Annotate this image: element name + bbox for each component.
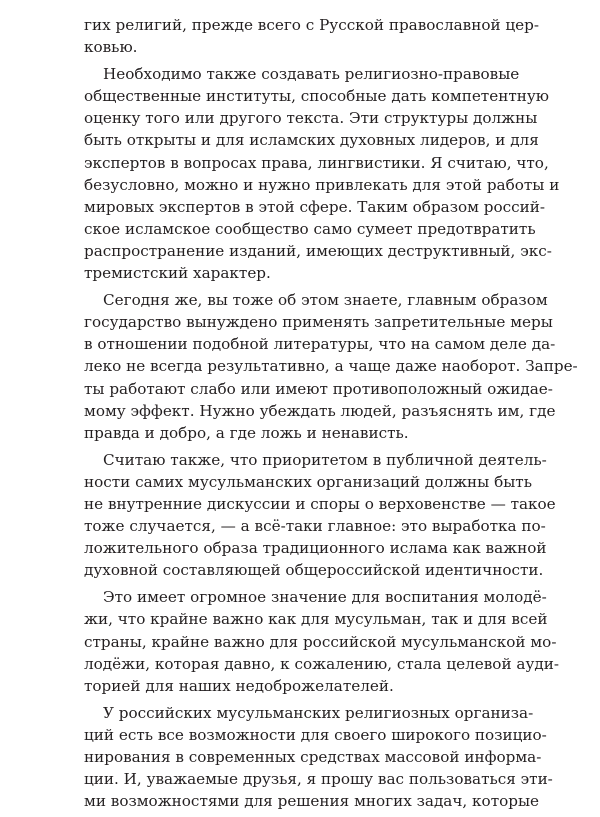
text-line: ции. И, уважаемые друзья, я прошу вас пользоваться эти- bbox=[84, 770, 553, 789]
text-line: Сегодня же, вы тоже об этом знаете, главным образом bbox=[103, 291, 548, 310]
text-line: жи, что крайне важно как для мусульман, так и для всей bbox=[84, 610, 548, 629]
text-line: Это имеет огромное значение для воспитания молодё- bbox=[103, 588, 547, 607]
text-line: страны, крайне важно для российской мусульманской мо- bbox=[84, 632, 557, 651]
text-line: ложительного образа традиционного ислама как важной bbox=[84, 539, 547, 558]
paragraph bbox=[84, 14, 540, 58]
text-line: ций есть все возможности для своего широкого позицио- bbox=[84, 725, 547, 744]
text-line: правда и добро, а где ложь и ненависть. bbox=[84, 423, 409, 442]
text-line: оценку того или другого текста. Эти структуры должны bbox=[84, 109, 538, 128]
text-line: безусловно, можно и нужно привлекать для этой работы и bbox=[84, 175, 560, 194]
text-line: мому эффект. Нужно убеждать людей, разъяснять им, где bbox=[84, 401, 556, 420]
text-line: общественные институты, способные дать компетентную bbox=[84, 87, 549, 106]
paragraph bbox=[84, 586, 560, 696]
text-line: ты работают слабо или имеют противоположный ожидае- bbox=[84, 379, 553, 398]
page-body bbox=[84, 14, 578, 817]
text-line: мировых экспертов в этой сфере. Таким образом россий- bbox=[84, 197, 546, 216]
text-line: ковью. bbox=[84, 38, 138, 57]
text-line: ности самих мусульманских организаций должны быть bbox=[84, 472, 532, 491]
text-line: Необходимо также создавать религиозно-правовые bbox=[103, 65, 520, 84]
text-line: распространение изданий, имеющих деструктивный, экс- bbox=[84, 241, 552, 260]
text-line: торией для наших недоброжелателей. bbox=[84, 676, 394, 695]
text-line: государство вынуждено применять запретительные меры bbox=[84, 313, 553, 332]
text-line: экспертов в вопросах права, лингвистики. Я считаю, что, bbox=[84, 153, 549, 172]
text-line: тоже случается, — а всё-таки главное: это выработка по- bbox=[84, 517, 546, 536]
paragraph bbox=[84, 63, 560, 284]
text-line: ское исламское сообщество само сумеет предотвратить bbox=[84, 219, 536, 238]
paragraph bbox=[84, 449, 556, 582]
paragraph bbox=[84, 702, 553, 812]
text-line: быть открыты и для исламских духовных лидеров, и для bbox=[84, 131, 539, 150]
text-line: гих религий, прежде всего с Русской православной цер- bbox=[84, 16, 540, 34]
text-line: леко не всегда результативно, а чаще даже наоборот. Запре- bbox=[84, 357, 578, 376]
text-line: лодёжи, которая давно, к сожалению, стала целевой ауди- bbox=[84, 654, 560, 673]
text-line: Считаю также, что приоритетом в публичной деятель- bbox=[103, 450, 547, 469]
text-line: духовной составляющей общероссийской идентичности. bbox=[84, 561, 544, 580]
text-line: не внутренние дискуссии и споры о верховенстве — такое bbox=[84, 494, 556, 513]
text-line: нирования в современных средствах массовой информа- bbox=[84, 748, 542, 766]
text-line: ми возможностями для решения многих задач, которые bbox=[84, 792, 540, 811]
text-line: тремистский характер. bbox=[84, 264, 271, 283]
text-line: в отношении подобной литературы, что на самом деле да- bbox=[84, 335, 556, 354]
paragraph bbox=[84, 289, 578, 444]
text-line: У российских мусульманских религиозных организа- bbox=[103, 703, 534, 722]
